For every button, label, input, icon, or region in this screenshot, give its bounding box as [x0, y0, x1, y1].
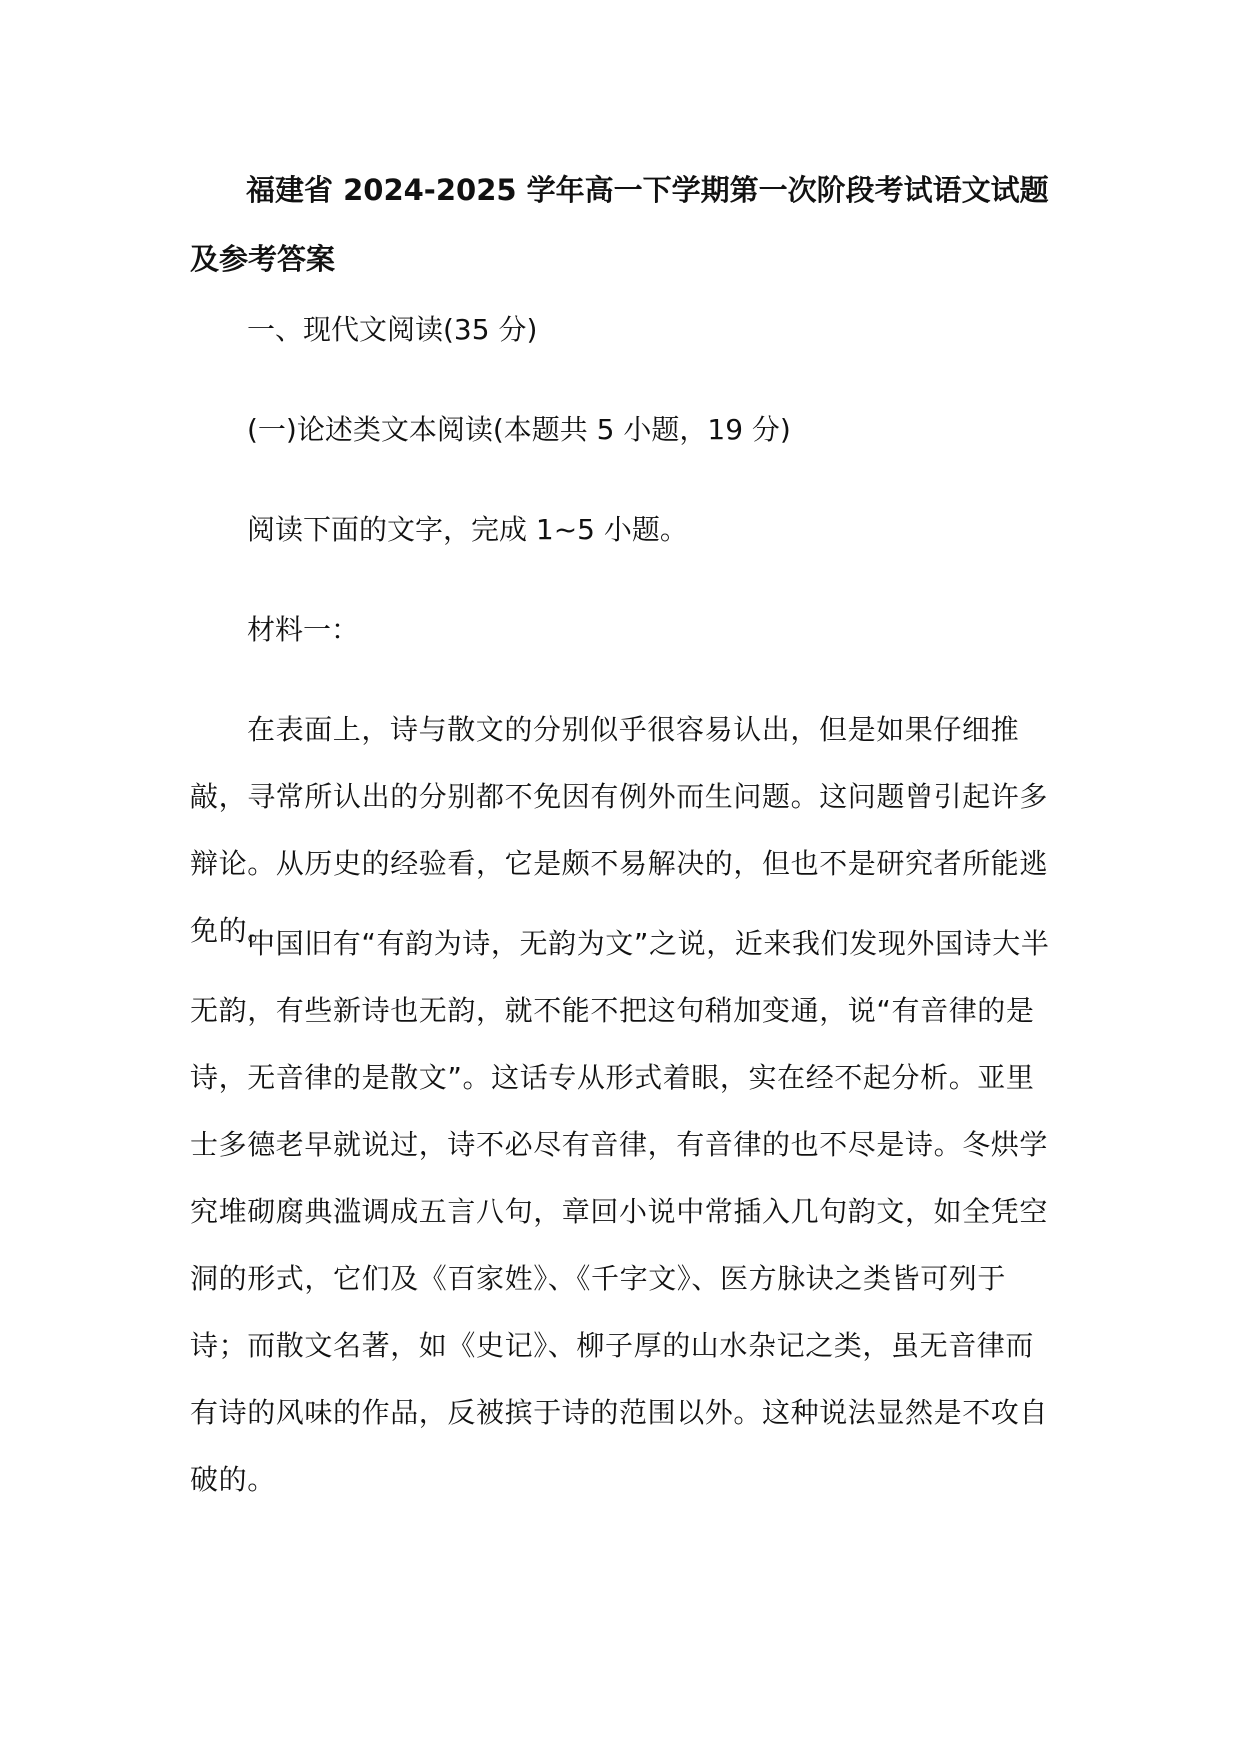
document-title: 福建省 2024-2025 学年高一下学期第一次阶段考试语文试题及参考答案	[190, 173, 1049, 276]
section-heading: 一、现代文阅读(35 分)	[247, 313, 538, 346]
reading-instruction: 阅读下面的文字，完成 1~5 小题。	[247, 513, 688, 546]
paragraph-2: 中国旧有“有韵为诗，无韵为文”之说，近来我们发现外国诗大半无韵，有些新诗也无韵，就不能不把这句稍加变通，说“有音律的是诗，无音律的是散文”。这话专从形式着眼，实在经不起分析。亚里士多德老早就说过，诗不必尽有音律，有音律的也不尽是诗。冬烘学究堆砌腐典滥调成五言八句，章回小说中常插入几句韵文，如全凭空洞的形式，它们及《百家姓》、《千字文》、医方脉诀之类皆可列于诗；而散文名著，如《史记》、柳子厚的山水杂记之类，虽无音律而有诗的风味的作品，反被摈于诗的范围以外。这种说法显然是不攻自破的。	[190, 927, 1050, 1496]
material-label: 材料一：	[247, 613, 360, 646]
paragraph-1: 在表面上，诗与散文的分别似乎很容易认出，但是如果仔细推敲，寻常所认出的分别都不免因有例外而生问题。这问题曾引起许多辩论。从历史的经验看，它是颇不易解决的，但也不是研究者所能逃免的。	[190, 713, 1049, 947]
subsection-heading: (一)论述类文本阅读(本题共 5 小题，19 分)	[247, 413, 791, 446]
